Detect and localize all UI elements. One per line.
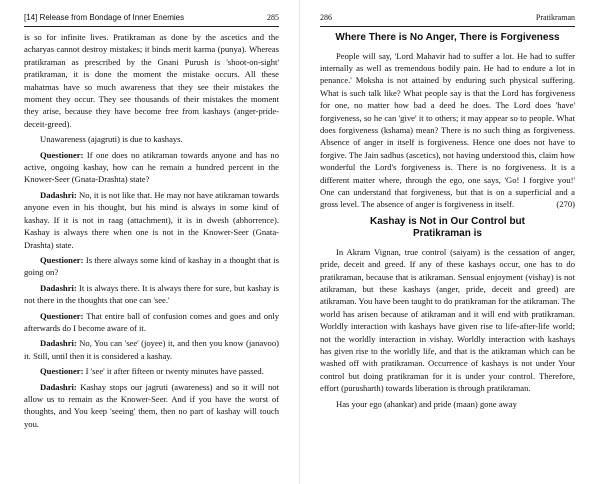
- dialogue-item: Questioner: That entire ball of confusion comes and goes and only afterwards do I become aware of it.: [24, 310, 279, 333]
- right-page-number: 286: [320, 12, 332, 22]
- right-page: [300, 0, 599, 484]
- forgiveness-paragraph: People will say, 'Lord Mahavir had to suffer a lot. He had to suffer internally as well as tremendous bodily pain. He had to endure a lot in penance.' Moksha is not attained by enduring such physical suffering. What is such talk like? What people say is that the Lord has forgiveness for one, no matter how bad a deed he does. The Lord does 'have' forgiveness, so he can 'give' it to others; it may appear so to people. What does forgiveness (kshama) mean? There is no such thing as forgiveness. Absence of anger in itself is forgiveness. Hence one does not have to forgive. The Jain sadhus (ascetics), not having understood this, claim how wonderful the Lord's forgiveness is. There is no forgiveness. It is a different matter where, through the ego, one says, 'Go! I forgive you!' One can understand that forgiveness, but that is on a superficial and a gross level. The absence of anger is forgiveness in itself. (270): [320, 50, 575, 210]
- left-page-number: 285: [267, 12, 279, 22]
- ego-paragraph: Has your ego (ahankar) and pride (maan) gone away: [336, 398, 517, 409]
- left-page-header: [24, 0, 279, 27]
- dialogue-item: Questioner: I 'see' it after fifteen or twenty minutes have passed.: [40, 366, 264, 377]
- right-page-header: [320, 0, 575, 27]
- dialogue-item: Questioner: If one does no atikraman towards anyone and has no active, ongoing kashay, how can he remain a hundred percent in the Knower-Seer (Gnata-Drashta) state?: [24, 149, 279, 185]
- right-header-title: Pratikraman: [535, 12, 575, 22]
- left-header-title: [14] Release from Bondage of Inner Enemies: [24, 12, 185, 22]
- dialogue-item: Dadashri: It is always there. It is always there for sure, but kashay is not there in the thoughts that one can 'see.': [24, 282, 279, 306]
- dialogue-item: Dadashri: No, it is not like that. He may not have atikraman towards anyone even in his thought, but his mind is always in some kind of kashay. If it is not in raag (attachment), it is in dwesh (abhorrence). Kashay is always there when one is not in the Knower-Seer (Gnata-Drashta) state.: [24, 189, 279, 250]
- dialogue-item: Questioner: Is there always some kind of kashay in a thought that is going on?: [24, 254, 279, 278]
- paragraph-reference-number: (270): [556, 199, 575, 210]
- left-page: [0, 0, 299, 484]
- dialogue-item: Dadashri: No, You can 'see' (joyee) it, and then you know (janavoo) it. Still, until then it is considered a kashay.: [24, 338, 279, 361]
- section-heading-forgiveness: Where There is No Anger, There is Forgiveness: [335, 32, 560, 43]
- dialogue-item: Dadashri: Kashay stops our jagruti (awareness) and so it will not allow us to remain as the Knower-Seer. And if you have the worst of thoughts, and You keep 'seeing' them, then no part of kashay will touch you.: [24, 381, 279, 429]
- left-paragraph-2: Unawareness (ajagruti) is due to kashays.: [40, 134, 183, 145]
- kashay-paragraph: In Akram Vignan, true control (saiyam) is the cessation of anger, pride, deceit and greed. If any of these kashays occur, one has to do pratikraman, because that is atikraman. Sensual enjoyment (vishay) is not atikraman, but these kashays (anger, pride, deceit and greed) are atikraman. You have been taught to do pratikraman for the atikraman. The world has arisen because of atikraman and it will end with pratikraman. Worldly interaction with kashays have given rise to life-after-life world; not the worldly interaction in vishay. Worldly interaction with kashays has given rise to the worldly life, and that is the atikraman which can be washed off with pratikraman. Occurrence of kashays is not under Your control but doing pratikraman for it is under your control. Therefore, effort (purusharth) towards liberation is through pratikraman.: [320, 246, 575, 394]
- left-paragraph-1: is so for infinite lives. Pratikraman as done by the ascetics and the acharyas cannot destroy mistakes; it binds merit karma (punya). Whereas pratikraman as prescribed by the Gnani Purush is 'shoot-on-sight' pratikraman, it is done the moment the mistake occurs. All these mahatmas have so much awareness that they see their mistakes the moment they occur. They see thousands of their mistakes the moment they arise, because they have become free from kashays (anger-pride-deceit-greed).: [24, 32, 279, 129]
- section-heading-kashay: Kashay is Not in Our Control but Pratikraman is: [369, 215, 525, 240]
